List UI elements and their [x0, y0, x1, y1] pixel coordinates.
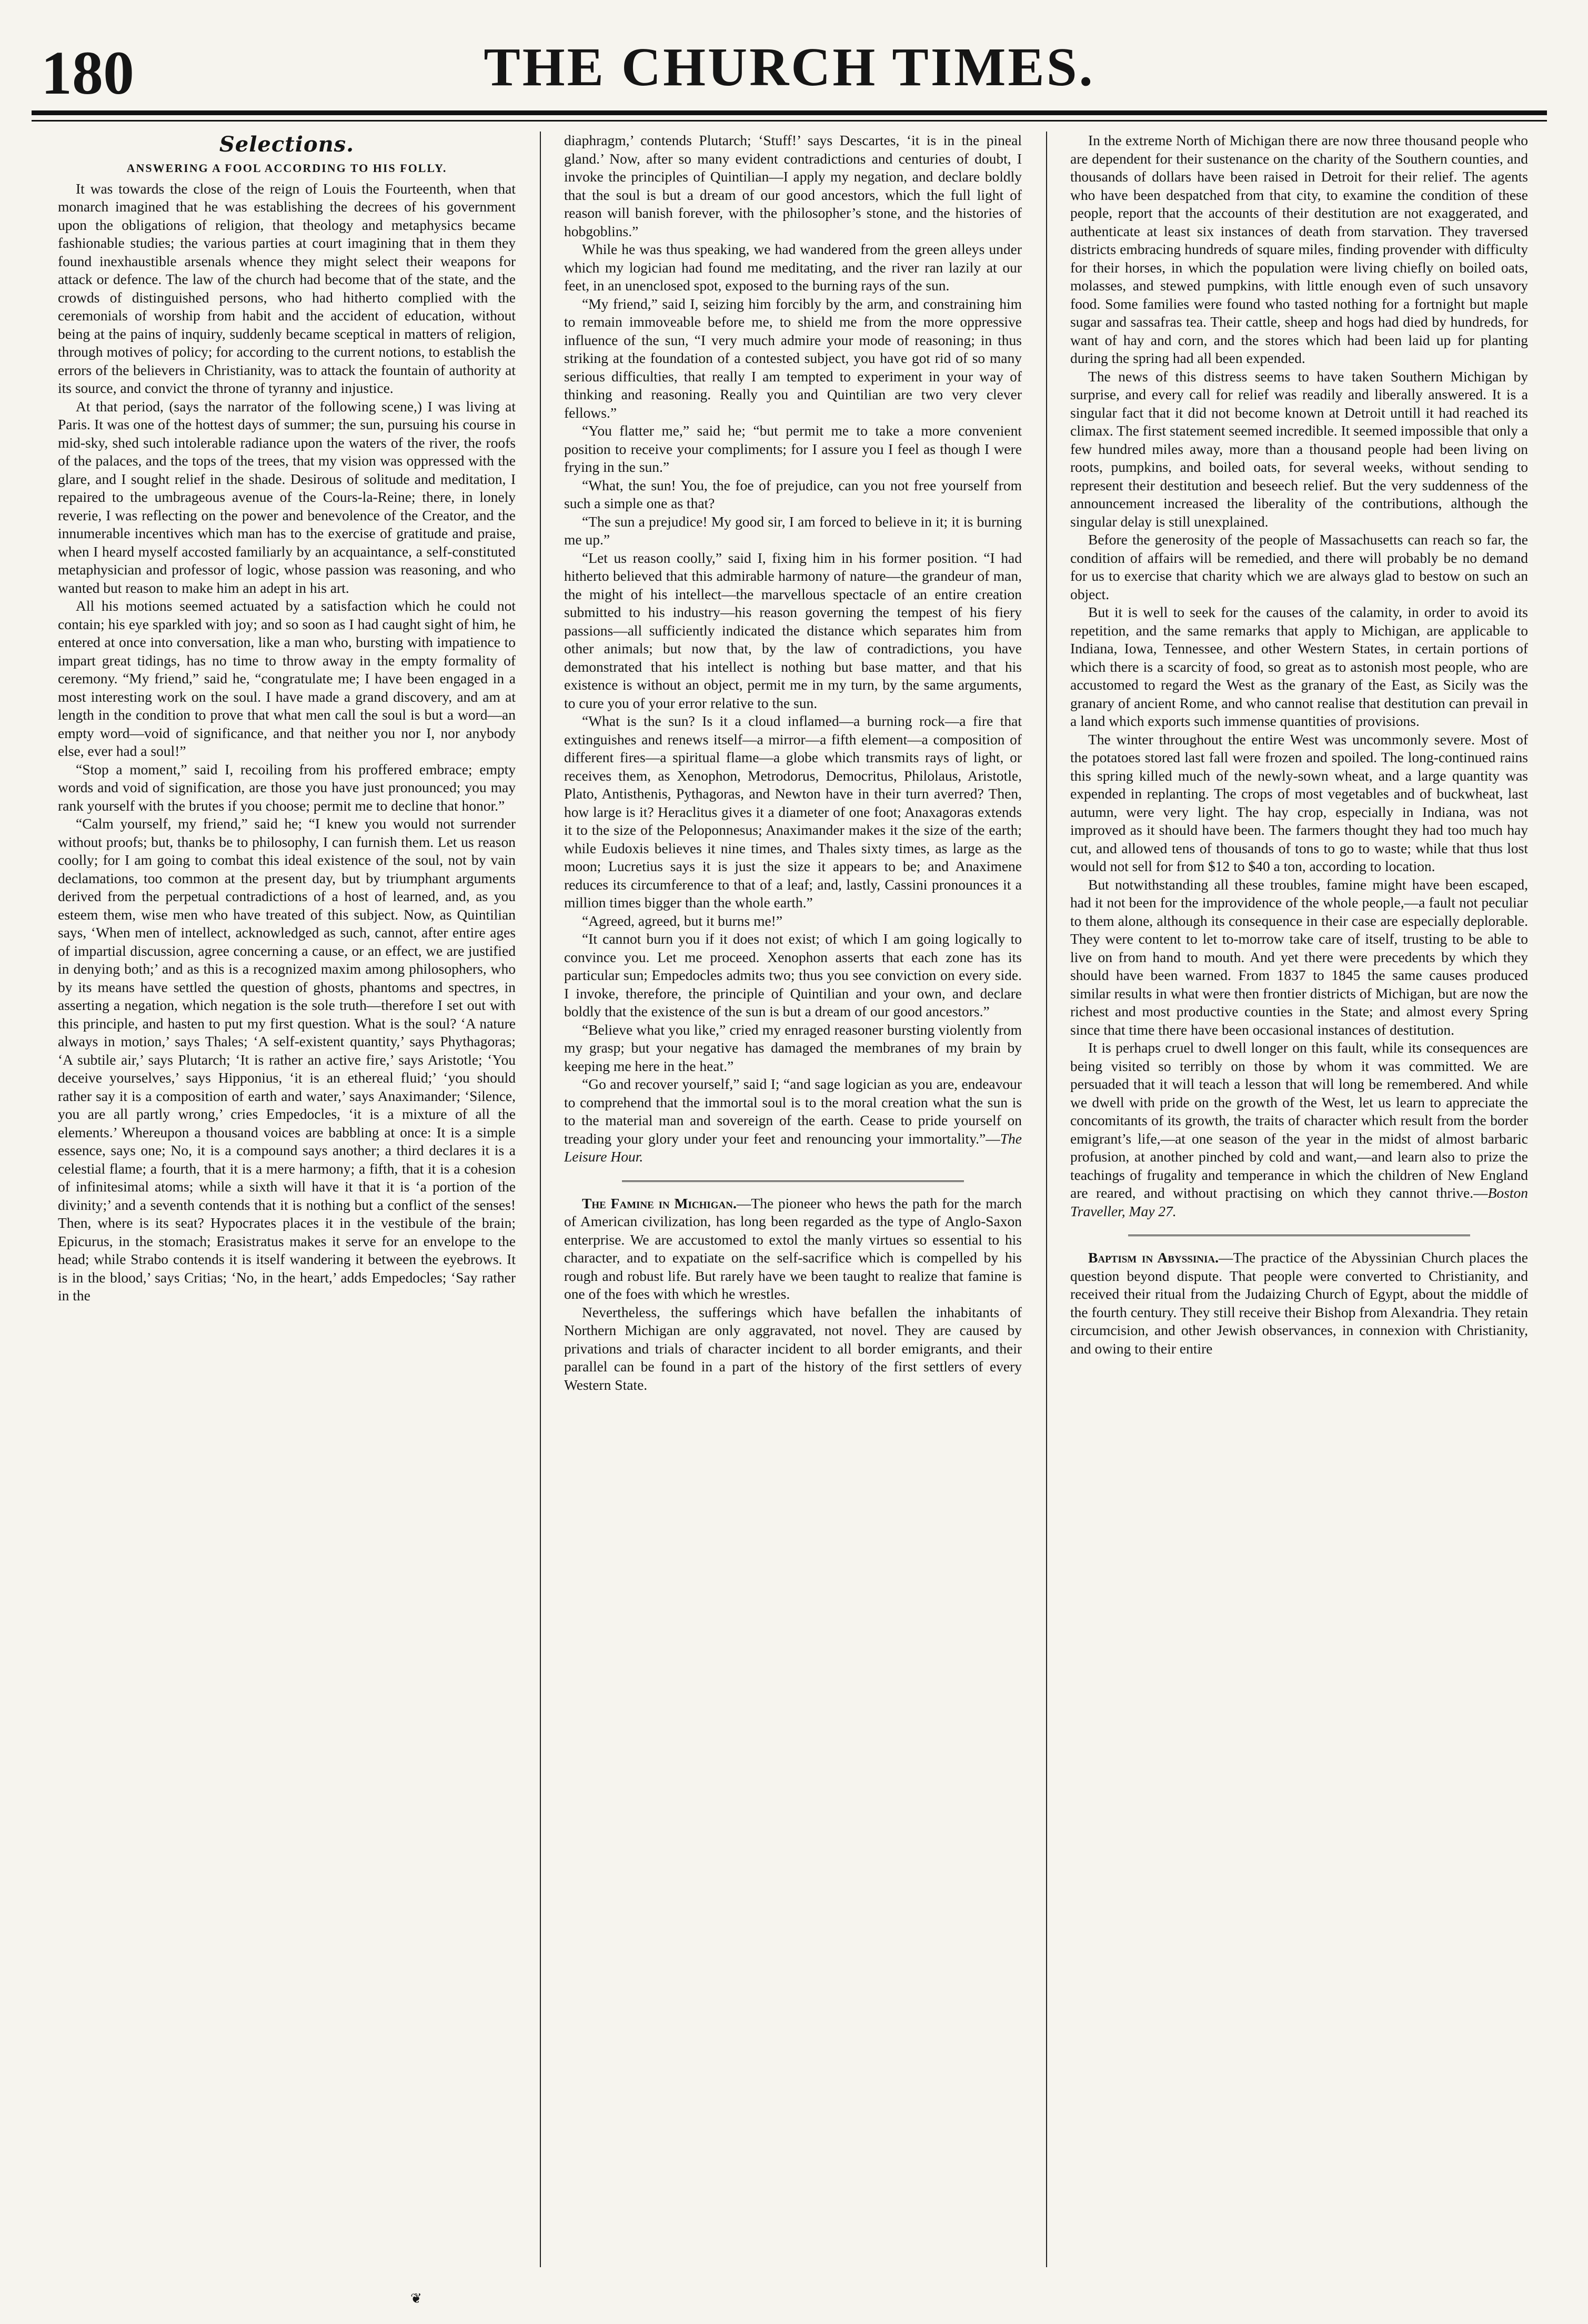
- paragraph: “What is the sun? Is it a cloud inflamed—a burning rock—a fire that extinguishes and renews itself—a mirror—a fifth element—a composition of different fires—a spiritual flame—a globe which transmits rays of light, or receives them, as Xenophon, Metrodorus, Democritus, Philolaus, Aristotle, Plato, Antisthenis, Pythagoras, and Newton have in their turn averred? Then, how large is it? Heraclitus gives it a diameter of one foot; Anaxagoras extends it to the size of the Peloponnesus; Anaximander makes it the size of the earth; while Eudoxis believes it nine times, and Thales sixty times, as large as the moon; Lucretius says it is just the size it appears to be; and Anaximene reduces its circumference to that of a leaf; and, lastly, Cassini pronounces it a million times bigger than the whole earth.”: [564, 713, 1022, 911]
- paragraph: It was towards the close of the reign of Louis the Fourteenth, when that monarch imagined that he was establishing the decrees of his government upon the obligations of religion, that theology and metaphysics became fashionable studies; the various parties at court imagining that in them they found inexhaustible arsenals whence they might select their weapons for attack or defence. The law of the church had become that of the state, and the crowds of distinguished persons, who had hitherto complied with the ceremonials of worship from habit and the accident of education, without being at the pains of inquiry, suddenly became sceptical in matters of religion, through motives of policy; for according to the current notions, to establish the errors of the believers in Christianity, was to attack the fountain of authority at its source, and convict the throne of tyranny and injustice.: [58, 180, 516, 397]
- paragraph: “You flatter me,” said he; “but permit me to take a more convenient position to receive your compliments; for I assure you I feel as though I were frying in the sun.”: [564, 422, 1022, 475]
- article-divider: [1128, 1229, 1470, 1241]
- paragraph: But notwithstanding all these troubles, famine might have been escaped, had it not been for the improvidence of the whole people,—a fault not peculiar to them alone, although its consequence in their case are especially deplorable. They were content to let to-morrow take care of itself, trusting to be able to live on from hand to mouth. And yet there were precedents by which they should have been warned. From 1837 to 1845 the same causes produced similar results in what were then frontier districts of Michigan, but are now the richest and most productive counties in the State; and almost every Spring since that time there have been occasional instances of destitution.: [1070, 876, 1528, 1038]
- paragraph: It is perhaps cruel to dwell longer on this fault, while its consequences are being visited so terribly on those by whom it was committed. We are persuaded that it will teach a lesson that will long be remembered. And while we dwell with pride on the growth of the West, let us learn to appreciate the concomitants of its growth, the traits of character which result from the border emigrant’s life,—at one season of the year in the midst of almost barbaric profusion, at another pinched by cold and want,—and learn also to prize the teachings of frugality and temperance in which the children of New England are reared, and without practising on which they cannot thrive.—Boston Traveller, May 27.: [1070, 1039, 1528, 1219]
- paragraph: “What, the sun! You, the foe of prejudice, can you not free yourself from such a simple one as that?: [564, 477, 1022, 511]
- paragraph: “The sun a prejudice! My good sir, I am forced to believe in it; it is burning me up.”: [564, 513, 1022, 548]
- column-2: [564, 132, 1022, 2278]
- page-number: 180: [41, 38, 134, 107]
- paragraph: While he was thus speaking, we had wandered from the green alleys under which my logician had found me meditating, and the river ran lazily at our feet, in an unenclosed spot, exposed to the burning rays of the sun.: [564, 241, 1022, 294]
- paragraph: Baptism in Abyssinia.—The practice of the Abyssinian Church places the question beyond dispute. That people were converted to Christianity, and received their ritual from the Judaizing Church of Egypt, about the middle of the fourth century. They still receive their Bishop from Alexandria. They retain circumcision, and other Jewish observances, in connexion with Christianity, and owing to their entire: [1070, 1249, 1528, 1357]
- paragraph: Before the generosity of the people of Massachusetts can reach so far, the condition of affairs will be remedied, and there will probably be no demand for us to exercise that charity which we are always glad to bestow on such an object.: [1070, 531, 1528, 602]
- paragraph: “My friend,” said I, seizing him forcibly by the arm, and constraining him to remain immoveable before me, to shield me from the more oppressive influence of the sun, “I very much admire your mode of reasoning; in thus striking at the foundation of a contested subject, you have got rid of so many serious difficulties, that really I am tempted to experiment in your way of thinking and reasoning. Really you and Quintilian are two very clever fellows.”: [564, 295, 1022, 421]
- paragraph: Nevertheless, the sufferings which have befallen the inhabitants of Northern Michigan are only aggravated, not novel. They are caused by privations and trials of character incident to all border emigrants, and their parallel can be found in a part of the history of the first settlers of every Western State.: [564, 1304, 1022, 1393]
- article-divider: [622, 1175, 964, 1187]
- paragraph: “Calm yourself, my friend,” said he; “I knew you would not surrender without proofs; but, thanks be to philosophy, I can furnish them. Let us reason coolly; for I am going to combat this ideal existence of the soul, not by vain declamations, too common at the present day, but by triumphant arguments derived from the perpetual contradictions of a host of learned, and, as you esteem them, wise men who have treated of this subject. Now, as Quintilian says, ‘When men of intellect, acknowledged as such, cannot, after entire ages of impartial discussion, agree concerning a cause, or an effect, we are justified in denying both;’ and as this is a recognized maxim among philosophers, who by its means have settled the question of ghosts, phantoms and spectres, in asserting a negation, which negation is the sole truth—therefore I set out with this principle, and hasten to put my first question. What is the soul? ‘A nature always in motion,’ says Thales; ‘A self-existent quantity,’ says Phythagoras; ‘A subtile air,’ says Plutarch; ‘It is rather an active fire,’ says Aristotle; ‘You deceive yourselves,’ says Hipponius, ‘it is an ethereal fluid;’ ‘you should rather say it is a composition of earth and water,’ says Anaximander; ‘Silence, you are all partly wrong,’ cries Empedocles, ‘it is a mixture of all the elements.’ Whereupon a thousand voices are babbling at once: It is a simple essence, says one; No, it is a compound says another; a third declares it is a celestial flame; a fourth, that it is a mere harmony; a fifth, that it is a cohesion of infinitesimal atoms; while a sixth will have it that it is ‘a portion of the divinity;’ and a seventh contends that it is nothing but a conflict of the senses! Then, where is its seat? Hypocrates places it in the vestibule of the brain; Epicurus, in the stomach; Erasistratus makes it serve for an envelope to the head; while Strabo contends it is itself wandering it between the eyebrows. It is in the blood,’ says Critias; ‘No, in the heart,’ adds Empedocles; ‘Say rather in the: [58, 815, 516, 1304]
- article-source: The Leisure Hour.: [564, 1130, 1022, 1165]
- paragraph: “Go and recover yourself,” said I; “and sage logician as you are, endeavour to comprehend that the immortal soul is to the moral creation what the sun is to the material man and sovereign of the earth. Cease to pride yourself on treading your glory under your feet and renouncing your immortality.”—The Leisure Hour.: [564, 1076, 1022, 1165]
- masthead-rule-thin: [32, 120, 1547, 122]
- paper-title: THE CHURCH TIMES.: [484, 37, 1095, 97]
- article-lead: Baptism in Abyssinia.: [1088, 1249, 1219, 1266]
- paragraph: The Famine in Michigan.—The pioneer who hews the path for the march of American civilization, has long been regarded as the type of Anglo-Saxon enterprise. We are accustomed to extol the manly virtues so essential to his character, and to expatiate on the self-sacrifice which is compelled by his rough and robust life. But rarely have we been taught to realize that famine is one of the foes with which he wrestles.: [564, 1195, 1022, 1302]
- paragraph: But it is well to seek for the causes of the calamity, in order to avoid its repetition, and the same remarks that apply to Michigan, are applicable to Indiana, Iowa, Tennessee, and other Western States, in certain portions of which there is a scarcity of food, so great as to astonish most people, who are accustomed to regard the West as the granary of the East, as Sicily was the granary of ancient Rome, and who cannot realise that destitution can prevail in a land which exports such immense quantities of provisions.: [1070, 604, 1528, 729]
- paragraph: “It cannot burn you if it does not exist; of which I am going logically to convince you. Let me proceed. Xenophon asserts that each zone has its particular sun; Empedocles admits two; thus you see conviction on every side. I invoke, therefore, the principle of Quintilian and your own, and declare boldly that the existence of the sun is but a dream of our good ancestors.”: [564, 931, 1022, 1019]
- paragraph: “Let us reason coolly,” said I, fixing him in his former position. “I had hitherto believed that this admirable harmony of nature—the grandeur of man, the might of his intellect—the marvellous spectacle of an entire creation submitted to his industry—his reason governing the tempest of his fiery passions—all sufficiently indicated the distance which separates him from other animals; but now that, by the law of contradictions, you have demonstrated that his intellect is nothing but base matter, and that his existence is without an object, permit me in my turn, by the same arguments, to cure you of your error relative to the sun.: [564, 549, 1022, 711]
- paragraph: The news of this distress seems to have taken Southern Michigan by surprise, and every call for relief was readily and liberally answered. It is a singular fact that it did not become known at Detroit untill it had reached its climax. The first statement seemed incredible. It seemed impossible that only a few hundred miles away, more than a thousand people had been living on roots, pumpkins, and boiled oats, for several weeks, without sending to represent their destitution and beseech relief. But the very suddenness of the announcement increased the liberality of the contributions, although the singular delay is still unexplained.: [1070, 368, 1528, 530]
- masthead-rule: [32, 110, 1547, 115]
- column-rule: [1046, 132, 1047, 2267]
- paragraph: At that period, (says the narrator of the following scene,) I was living at Paris. It was one of the hottest days of summer; the sun, pursuing his course in mid-sky, shed such intolerable radiance upon the waters of the river, the roofs of the palaces, and the tops of the trees, that my vision was oppressed with the glare, and I sought relief in the shade. Desirous of solitude and meditation, I repaired to the umbrageous avenue of the Cours-la-Reine; there, in lonely reverie, I was reflecting on the power and benevolence of the Creator, and the innumerable incentives which man has to the exercise of gratitude and praise, when I heard myself accosted familiarly by an acquaintance, a self-constituted metaphysician and professor of logic, whose passion was reasoning, and who wanted but reason to make him an adept in his art.: [58, 398, 516, 596]
- article-lead: The Famine in Michigan.: [582, 1195, 737, 1211]
- paragraph: “Believe what you like,” cried my enraged reasoner bursting violently from my grasp; but your negative has damaged the membranes of my brain by keeping me here in the heat.”: [564, 1021, 1022, 1074]
- paragraph: In the extreme North of Michigan there are now three thousand people who are dependent for their sustenance on the charity of the Southern counties, and thousands of dollars have been raised in Detroit for their relief. The agents who have been despatched from that city, to examine the condition of these people, report that the accounts of their destitution are not exaggerated, and authenticate at least six instances of death from starvation. They traversed districts embracing hundreds of square miles, finding provender with difficulty for their horses, in which the population were living chiefly on boiled oats, molasses, and stewed pumpkins, with little enough even of such unsavory food. Some families were found who tasted nothing for a fortnight but maple sugar and sassafras tea. Their cattle, sheep and hogs had died by hundreds, for want of hay and corn, and the stores which had been laid up for planting during the spring had all been expended.: [1070, 132, 1528, 366]
- footer-ornament: ❦: [410, 2291, 422, 2306]
- column-1: [58, 132, 516, 2278]
- column-3: [1070, 132, 1528, 2278]
- paragraph: “Agreed, agreed, but it burns me!”: [582, 912, 783, 929]
- article-source: Boston Traveller, May 27.: [1070, 1185, 1528, 1219]
- paragraph: diaphragm,’ contends Plutarch; ‘Stuff!’ says Descartes, ‘it is in the pineal gland.’ Now, after so many evident contradictions and centuries of doubt, I invoke the principles of Quintilian—I apply my negation, and declare boldly that the soul is but a dream of our good ancestors, which the full light of reason will banish forever, with the philosopher’s stone, and the histories of hobgoblins.”: [564, 132, 1022, 239]
- paragraph: “Stop a moment,” said I, recoiling from his proffered embrace; empty words and void of signification, are those you have just pronounced; you may rank yourself with the brutes if you choose; permit me to decline that honor.”: [58, 761, 516, 814]
- paragraph: All his motions seemed actuated by a satisfaction which he could not contain; his eye sparkled with joy; and so soon as I had caught sight of him, he entered at once into conversation, like a man who, bursting with impatience to impart great tidings, has no time to throw away in the empty formality of ceremony. “My friend,” said he, “congratulate me; I have been engaged in a most interesting work on the soul. I have made a grand discovery, and am at length in the condition to prove that what men call the soul is but a word—an empty word—void of significance, and that neither you nor I, nor anybody else, ever had a soul!”: [58, 598, 516, 760]
- column-rule: [540, 132, 541, 2267]
- section-heading: Selections.: [219, 132, 355, 157]
- paragraph: The winter throughout the entire West was uncommonly severe. Most of the potatoes stored last fall were frozen and spoiled. The long-continued rains this spring killed much of the newly-sown wheat, and a large quantity was expended in replanting. The crops of most vegetables and of buckwheat, last autumn, were very light. The hay crop, especially in Indiana, was not improved as it should have been. The farmers thought they had too much hay cut, and allowed tens of thousands of tons to go to waste; while that thus lost would not sell for from $12 to $40 a ton, according to location.: [1070, 731, 1528, 874]
- article-title: ANSWERING A FOOL ACCORDING TO HIS FOLLY.: [126, 161, 447, 175]
